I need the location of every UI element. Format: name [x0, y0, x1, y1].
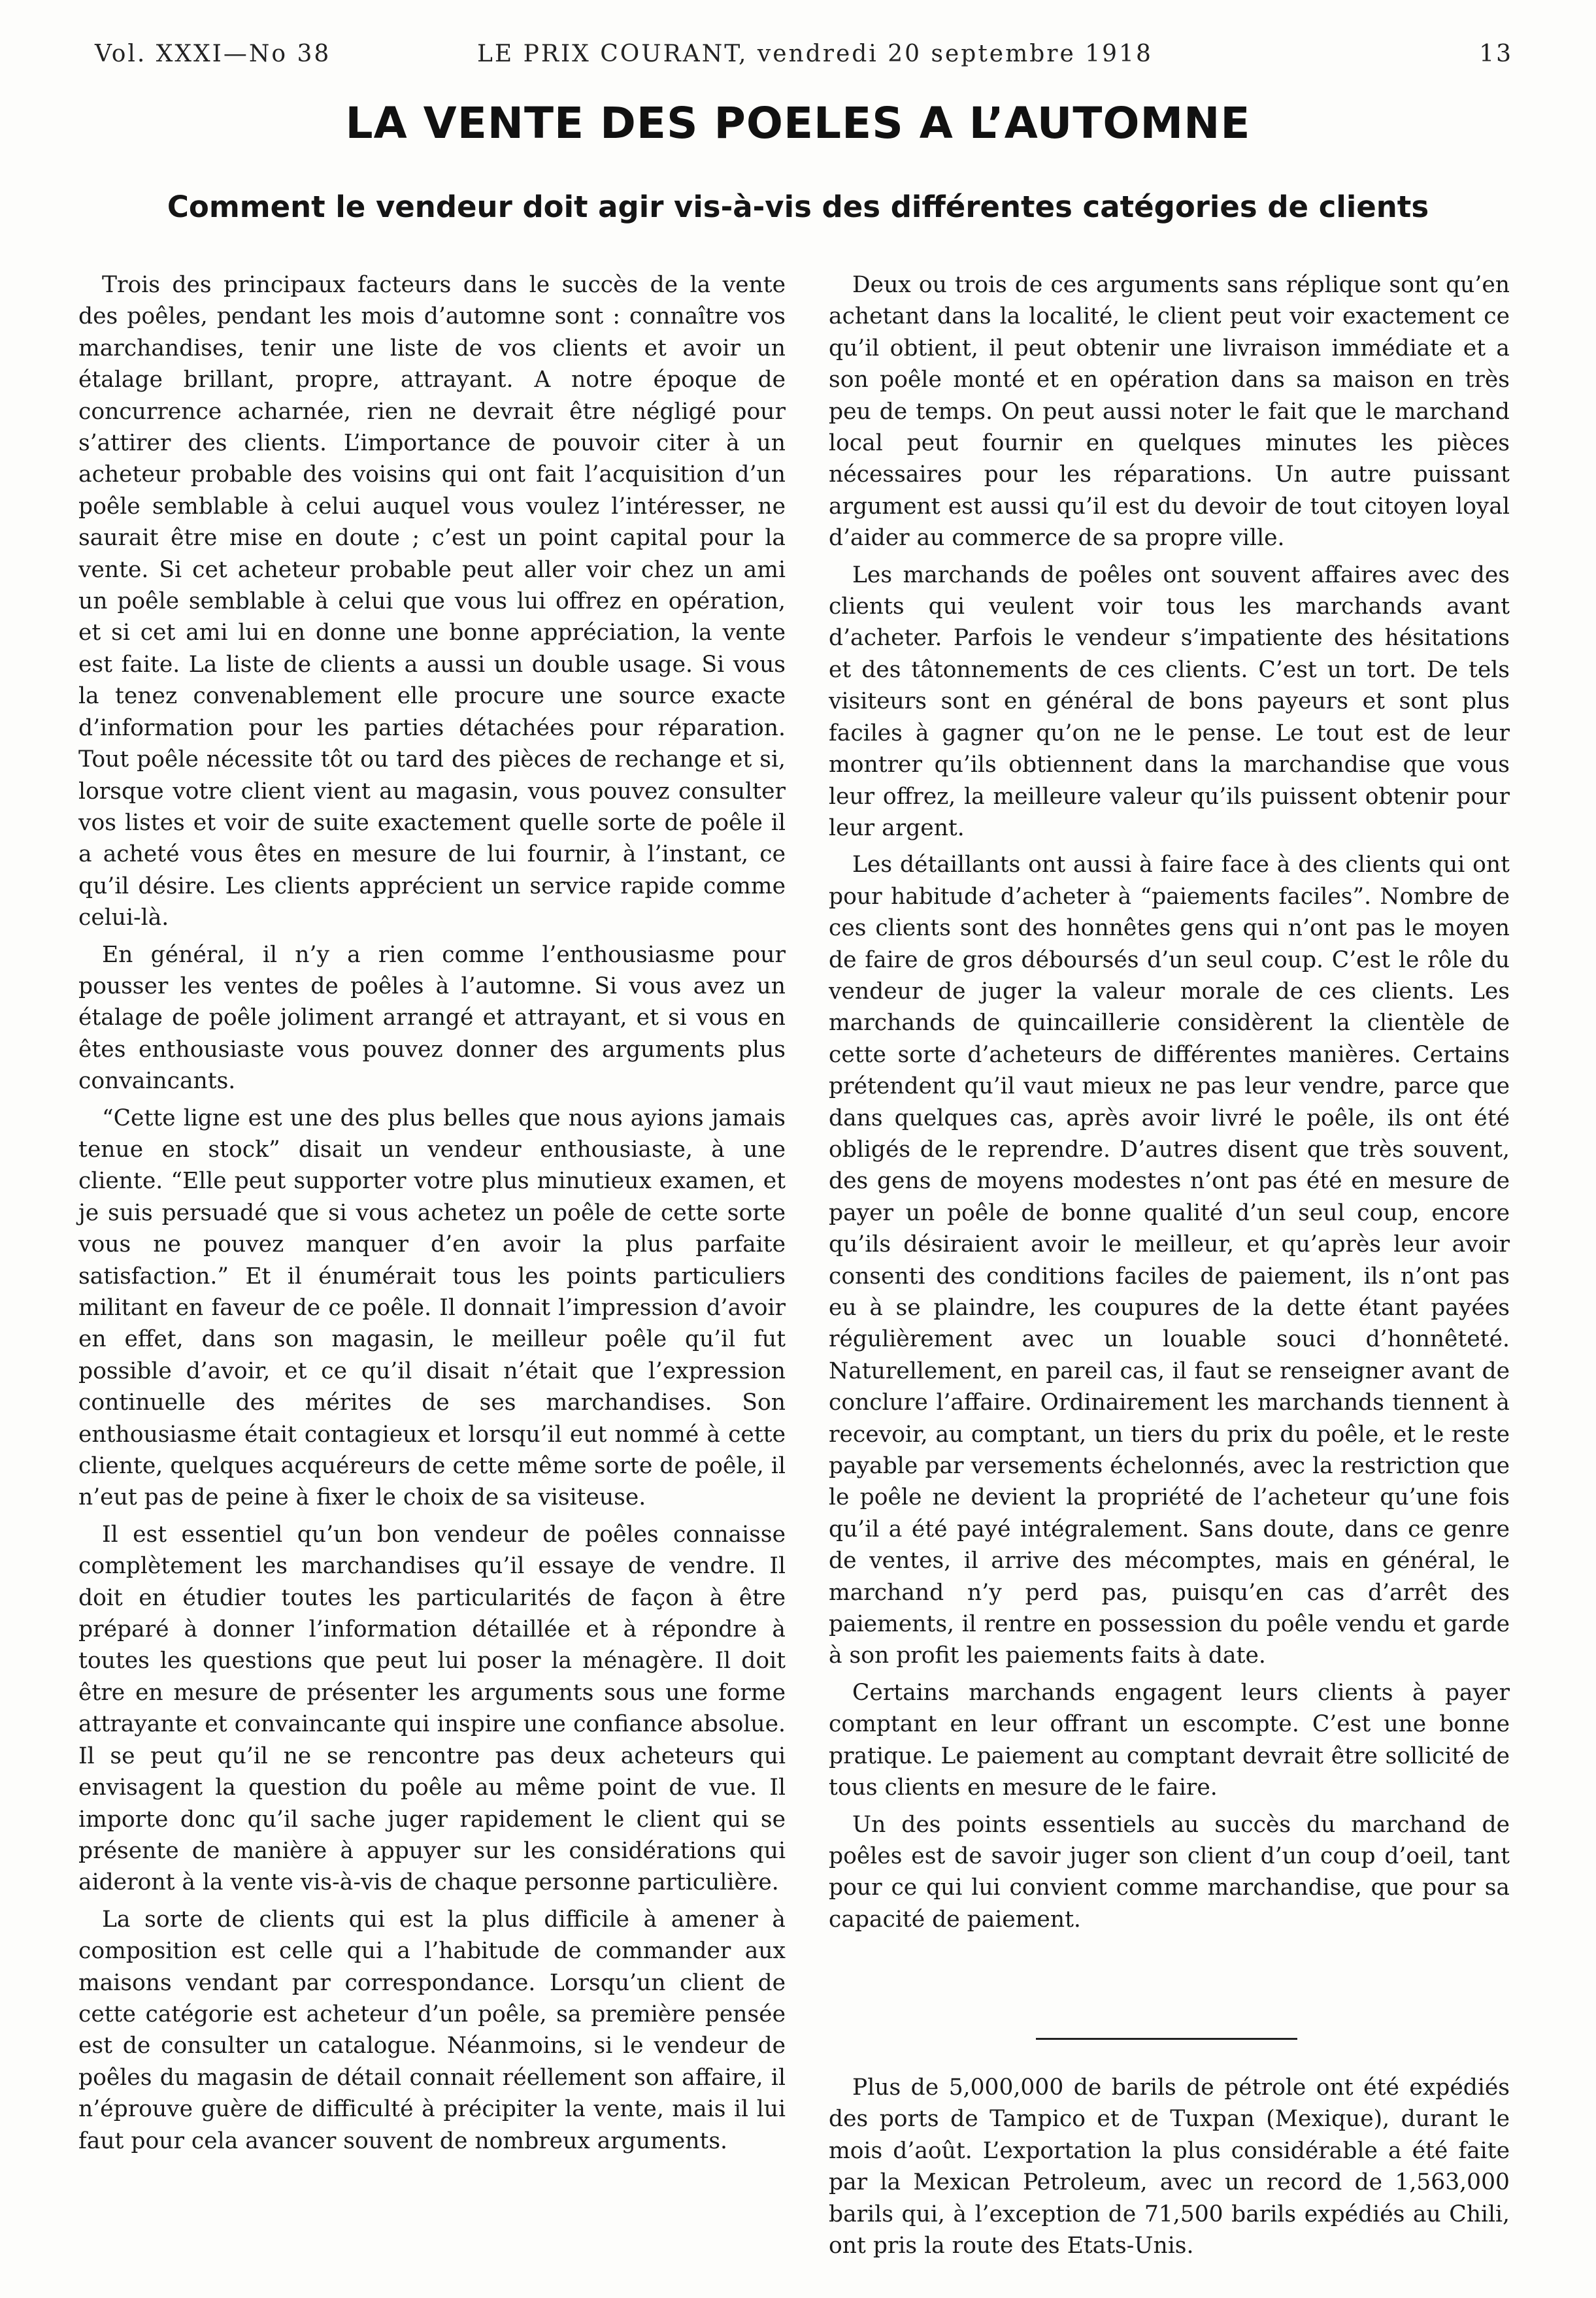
- volume-number: Vol. XXXI—No 38: [95, 41, 331, 67]
- paragraph: Trois des principaux facteurs dans le succès de la vente des poêles, pendant les mois d’automne sont : connaître vos marchandises, tenir une liste de vos clients et avoir un étalage brillant, propre, attrayant. A notre époque de concurrence acharnée, rien ne devrait être négligé pour s’attirer des clients. L’importance de pouvoir citer à un acheteur probable des voisins qui ont fait l’acquisition d’un poêle semblable à celui auquel vous voulez l’intéresser, ne saurait être mise en doute ; c’est un point capital pour la vente. Si cet acheteur probable peut aller voir chez un ami un poêle semblable à celui que vous lui offrez en opération, et si cet ami lui en donne une bonne appréciation, la vente est faite. La liste de clients a aussi un double usage. Si vous la tenez convenablement elle procure une source exacte d’information pour les parties détachées pour réparation. Tout poêle nécessite tôt ou tard des pièces de rechange et si, lorsque votre client vient au magasin, vous pouvez consulter vos listes et voir de suite exactement quelle sorte de poêle il a acheté vous êtes en mesure de lui fournir, à l’instant, ce qu’il désire. Les clients apprécient un service rapide comme celui-là.: [78, 272, 786, 931]
- page-number: 13: [1479, 41, 1513, 67]
- running-header: [95, 41, 1513, 80]
- article-title: LA VENTE DES POELES A L’AUTOMNE: [345, 98, 1251, 148]
- paragraph: “Cette ligne est une des plus belles que nous ayions jamais tenue en stock” disait un vendeur enthousiaste, à une cliente. “Elle peut supporter votre plus minutieux examen, et je suis persuadé que si vous achetez un poêle de cette sorte vous ne pouvez manquer d’en avoir la plus parfaite satisfaction.” Et il énumérait tous les points particuliers militant en faveur de ce poêle. Il donnait l’impression d’avoir en effet, dans son magasin, le meilleur poêle qu’il fut possible d’avoir, et ce qu’il disait n’était que l’expression continuelle des mérites de ses marchandises. Son enthousiasme était contagieux et lorsqu’il eut nommé à cette cliente, quelques acquéreurs de cette même sorte de poêle, il n’eut pas de peine à fixer le choix de sa visiteuse.: [78, 1105, 786, 1511]
- paragraph: Il est essentiel qu’un bon vendeur de poêles connaisse complètement les marchandises qu’il essaye de vendre. Il doit en étudier toutes les particularités de façon à être préparé à donner l’information détaillée et à répondre à toutes les questions que peut lui poser la ménagère. Il doit être en mesure de présenter les arguments sous une forme attrayante et convaincante qui inspire une confiance absolue. Il se peut qu’il ne se rencontre pas deux acheteurs qui envisagent la question du poêle au même point de vue. Il importe donc qu’il sache juger rapidement le client qui se présente de manière à appuyer sur les considérations qui aideront à la vente vis-à-vis de chaque personne particulière.: [78, 1521, 786, 1896]
- publication-date: LE PRIX COURANT, vendredi 20 septembre 1918: [477, 41, 1153, 67]
- paragraph: Les marchands de poêles ont souvent affaires avec des clients qui veulent voir tous les marchands avant d’acheter. Parfois le vendeur s’impatiente des hésitations et des tâtonnements de ces clients. C’est un tort. De tels visiteurs sont en général de bons payeurs et sont plus faciles à gagner qu’on ne le pense. Le tout est de leur montrer qu’ils obtiennent dans la marchandise que vous leur offrez, la meilleure valeur qu’ils puissent obtenir pour leur argent.: [829, 561, 1510, 841]
- paragraph: Certains marchands engagent leurs clients à payer comptant en leur offrant un escompte. C’est une bonne pratique. Le paiement au comptant devrait être sollicité de tous clients en mesure de le faire.: [829, 1679, 1510, 1801]
- paragraph: Deux ou trois de ces arguments sans réplique sont qu’en achetant dans la localité, le client peut voir exactement ce qu’il obtient, il peut obtenir une livraison immédiate et a son poêle monté et en opération dans sa maison en très peu de temps. On peut aussi noter le fait que le marchand local peut fournir en quelques minutes les pièces nécessaires pour les réparations. Un autre puissant argument est aussi qu’il est du devoir de tout citoyen loyal d’aider au commerce de sa propre ville.: [829, 272, 1510, 552]
- petroleum-notice: [829, 2072, 1510, 2261]
- paragraph: Un des points essentiels au succès du marchand de poêles est de savoir juger son client d’un coup d’oeil, tant pour ce qui lui convient comme marchandise, que pour sa capacité de paiement.: [829, 1811, 1510, 1933]
- paragraph: Les détaillants ont aussi à faire face à des clients qui ont pour habitude d’acheter à “paiements faciles”. Nombre de ces clients sont des honnêtes gens qui n’ont pas le moyen de faire de gros déboursés d’un seul coup. C’est le rôle du vendeur de juger la valeur morale de ces clients. Les marchands de quincaillerie considèrent la clientèle de cette sorte d’acheteurs de différentes manières. Certains prétendent qu’il vaut mieux ne pas leur vendre, parce que dans quelques cas, après avoir livré le poêle, ils ont été obligés de le reprendre. D’autres disent que très souvent, des gens de moyens modestes n’ont pas été en mesure de payer un poêle de bonne qualité d’un seul coup, encore qu’ils désiraient avoir le meilleur, et qu’après leur avoir consenti des conditions faciles de paiement, ils n’ont pas eu à se plaindre, les coupures de la dette étant payées régulièrement avec un louable souci d’honnêteté. Naturellement, en pareil cas, il faut se renseigner avant de conclure l’affaire. Ordinairement les marchands tiennent à recevoir, au comptant, un tiers du prix du poêle, et le reste payable par versements échelonnés, avec la restriction que le poêle ne devient la propriété de l’acheteur qu’une fois qu’il a été payé intégralement. Sans doute, dans ce genre de ventes, il arrive des mécomptes, mais en général, le marchand n’y perd pas, puisqu’en cas d’arrêt des paiements, il rentre en possession du poêle vendu et garde à son profit les paiements faits à date.: [829, 852, 1510, 1669]
- notice-paragraph: Plus de 5,000,000 de barils de pétrole ont été expédiés des ports de Tampico et de Tuxpan (Mexique), durant le mois d’août. L’exportation la plus considérable a été faite par la Mexican Petroleum, avec un record de 1,563,000 barils qui, à l’exception de 71,500 barils expédiés au Chili, ont pris la route des Etats-Unis.: [829, 2074, 1510, 2259]
- right-column: [829, 269, 1510, 1940]
- left-column: [78, 269, 786, 2162]
- section-divider: [1036, 2038, 1297, 2040]
- article-subtitle: Comment le vendeur doit agir vis-à-vis des différentes catégories de clients: [167, 190, 1429, 224]
- paragraph: En général, il n’y a rien comme l’enthousiasme pour pousser les ventes de poêles à l’automne. Si vous avez un étalage de poêle joliment arrangé et attrayant, et si vous en êtes enthousiaste vous pouvez donner des arguments plus convaincants.: [78, 941, 786, 1095]
- paragraph: La sorte de clients qui est la plus difficile à amener à composition est celle qui a l’habitude de commander aux maisons vendant par correspondance. Lorsqu’un client de cette catégorie est acheteur d’un poêle, sa première pensée est de consulter un catalogue. Néanmoins, si le vendeur de poêles du magasin de détail connait réellement son affaire, il n’éprouve guère de difficulté à précipiter la vente, mais il lui faut pour cela avancer souvent de nombreux arguments.: [78, 1906, 786, 2154]
